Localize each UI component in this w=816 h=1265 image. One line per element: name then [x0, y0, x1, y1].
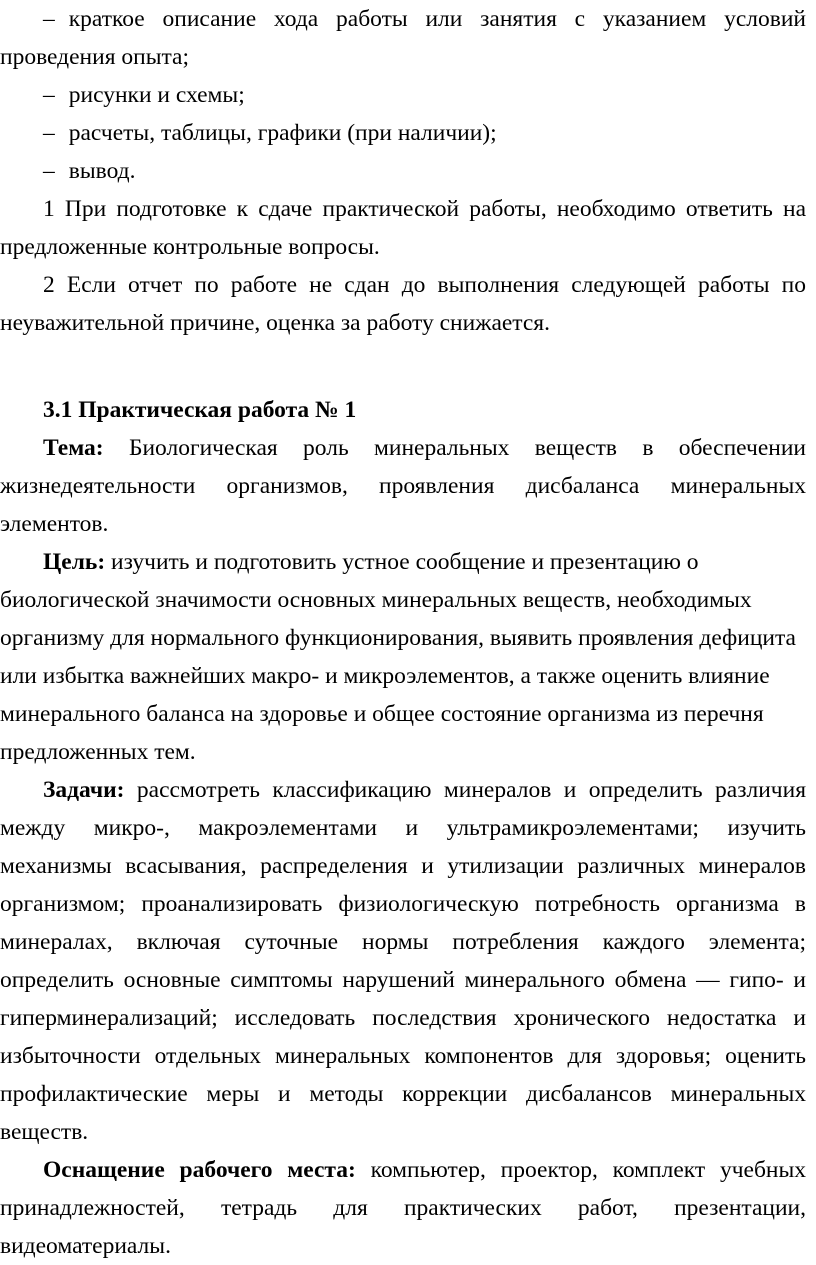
dash-marker: –	[43, 120, 55, 146]
goal-text: изучить и подготовить устное сообщение и презентацию о биологической значимости основных минеральных веществ, необходимых организму для нормального функционирования, выявить проявления дефицита или избытка важнейших макро- и микроэлементов, а также оценить влияние минерального баланса на здоровье и общее состояние организма из перечня предложенных тем.	[0, 549, 796, 765]
section-heading: 3.1 Практическая работа № 1	[43, 397, 357, 423]
tasks-paragraph	[0, 771, 806, 1151]
note-number: 2	[43, 272, 55, 298]
report-list-item-text: вывод.	[68, 158, 136, 184]
report-list-item	[0, 0, 806, 76]
report-list-item-text: расчеты, таблицы, графики (при наличии);	[68, 120, 497, 146]
report-list-item-text: рисунки и схемы;	[68, 82, 245, 108]
note-paragraph	[0, 266, 806, 342]
report-list-item	[0, 152, 806, 190]
equipment-text: компьютер, проектор, комплект учебных принадлежностей, тетрадь для практических работ, презентации, видеоматериалы.	[0, 1157, 807, 1259]
topic-paragraph	[0, 429, 806, 543]
goal-paragraph	[0, 543, 806, 771]
topic-text: Биологическая роль минеральных веществ в обеспечении жизнедеятельности организмов, проявления дисбаланса минеральных элементов.	[0, 435, 807, 537]
dash-marker: –	[43, 158, 55, 184]
topic-label: Тема:	[43, 435, 104, 461]
dash-marker: –	[43, 6, 55, 32]
report-list-item	[0, 76, 806, 114]
tasks-label: Задачи:	[43, 777, 125, 803]
note-number: 1	[43, 196, 55, 222]
note-paragraph	[0, 190, 806, 266]
dash-marker: –	[43, 82, 55, 108]
equipment-paragraph	[0, 1151, 806, 1265]
note-text: Если отчет по работе не сдан до выполнения следующей работы по неуважительной причине, оценка за работу снижается.	[0, 272, 806, 336]
equipment-label: Оснащение рабочего места:	[43, 1157, 356, 1183]
report-list-item	[0, 114, 806, 152]
tasks-text: рассмотреть классификацию минералов и определить различия между микро-, макроэлементами и ультрамикроэлементами; изучить механизмы всасывания, распределения и утилизации различных минералов организмом; проанализировать физиологическую потребность организма в минералах, включая суточные нормы потребления каждого элемента; определить основные симптомы нарушений минерального обмена — гипо- и гиперминерализаций; исследовать последствия хронического недостатка и избыточности отдельных минеральных компонентов для здоровья; оценить профилактические меры и методы коррекции дисбалансов минеральных веществ.	[0, 777, 806, 1145]
report-list-item-text: краткое описание хода работы или занятия с указанием условий проведения опыта;	[0, 6, 806, 70]
goal-label: Цель:	[43, 549, 106, 575]
note-text: При подготовке к сдаче практической работы, необходимо ответить на предложенные контрольные вопросы.	[0, 196, 806, 260]
